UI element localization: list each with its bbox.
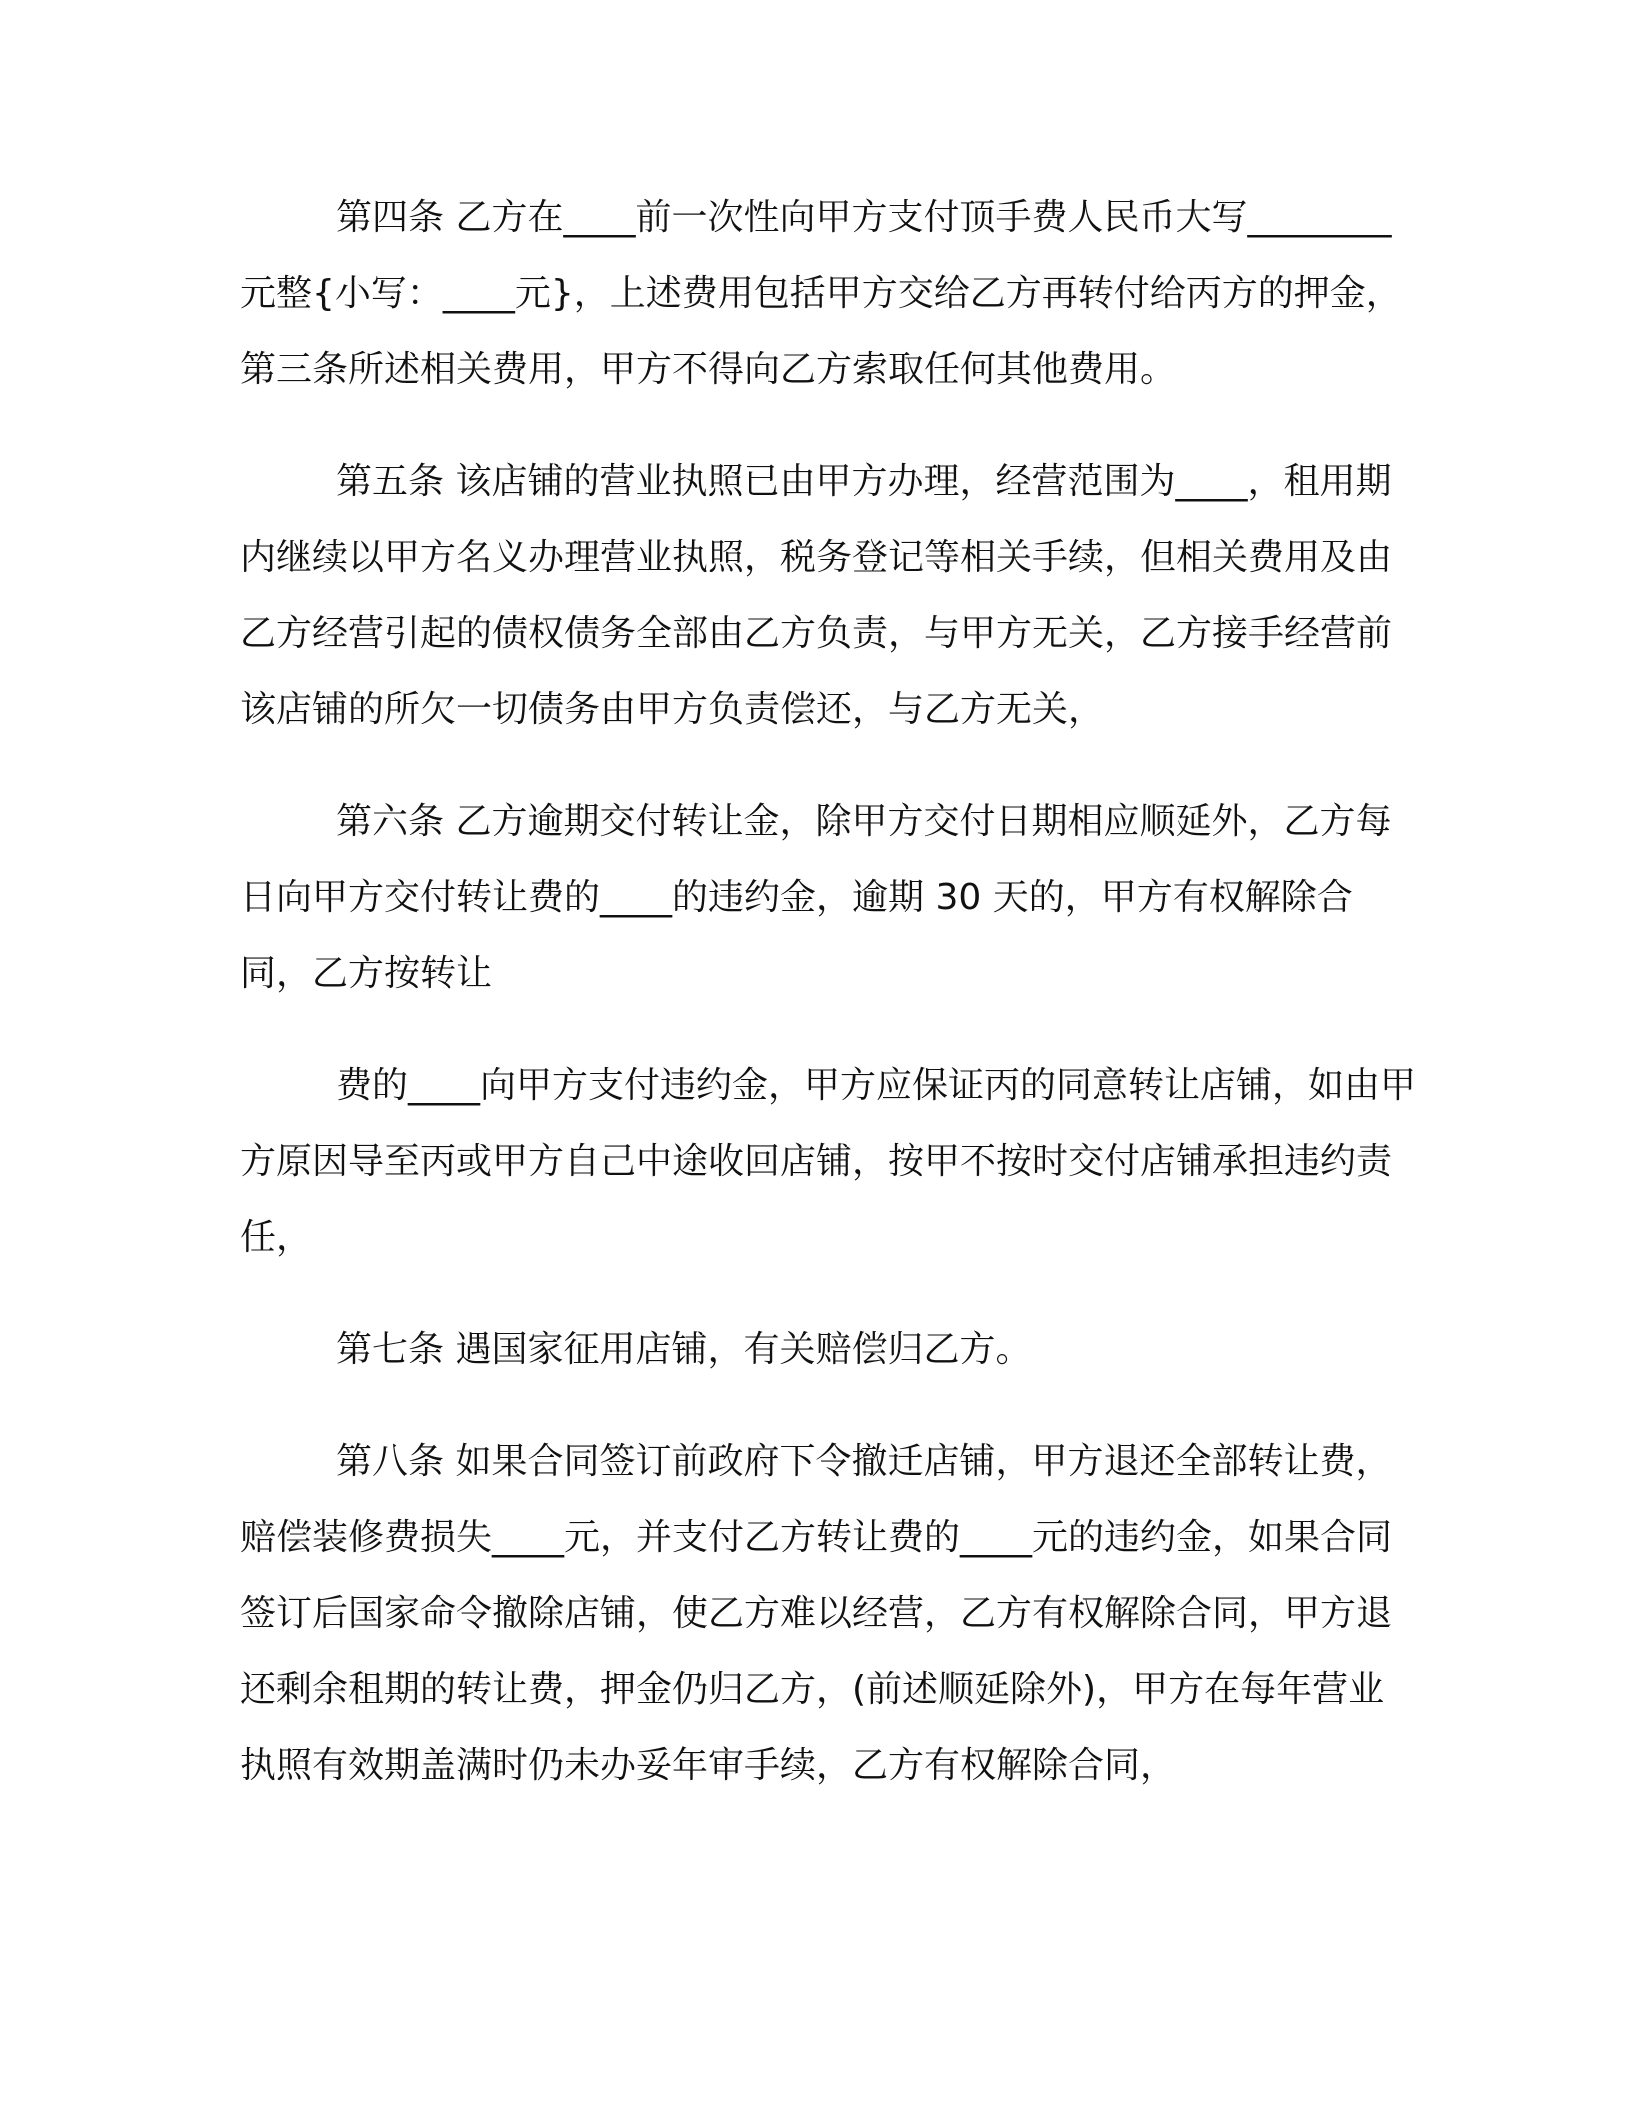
clause-5: 第五条 该店铺的营业执照已由甲方办理，经营范围为____，租用期内继续以甲方名义办理营业执照，税务登记等相关手续，但相关费用及由乙方经营引起的债权债务全部由乙方负责，与甲方无关，乙方接手经营前该店铺的所欠一切债务由甲方负责偿还，与乙方无关， [240, 461, 1393, 730]
clause-6-continued: 费的____向甲方支付违约金，甲方应保证丙的同意转让店铺，如由甲方原因导至丙或甲方自己中途收回店铺，按甲不按时交付店铺承担违约责任， [240, 1065, 1417, 1258]
clause-7: 第七条 遇国家征用店铺，有关赔偿归乙方。 [336, 1329, 1032, 1370]
document-body [240, 180, 1420, 1840]
clause-4: 第四条 乙方在____前一次性向甲方支付顶手费人民币大写________元整{小写：____元}，上述费用包括甲方交给乙方再转付给丙方的押金，第三条所述相关费用，甲方不得向乙方索取任何其他费用。 [240, 197, 1402, 390]
clause-8: 第八条 如果合同签订前政府下令撤迁店铺，甲方退还全部转让费，赔偿装修费损失____元，并支付乙方转让费的____元的违约金，如果合同签订后国家命令撤除店铺，使乙方难以经营，乙方有权解除合同，甲方退还剩余租期的转让费，押金仍归乙方，(前述顺延除外)，甲方在每年营业执照有效期盖满时仍未办妥年审手续，乙方有权解除合同， [240, 1441, 1393, 1786]
clause-6: 第六条 乙方逾期交付转让金，除甲方交付日期相应顺延外，乙方每日向甲方交付转让费的____的违约金，逾期 30 天的，甲方有权解除合同，乙方按转让 [240, 801, 1392, 994]
